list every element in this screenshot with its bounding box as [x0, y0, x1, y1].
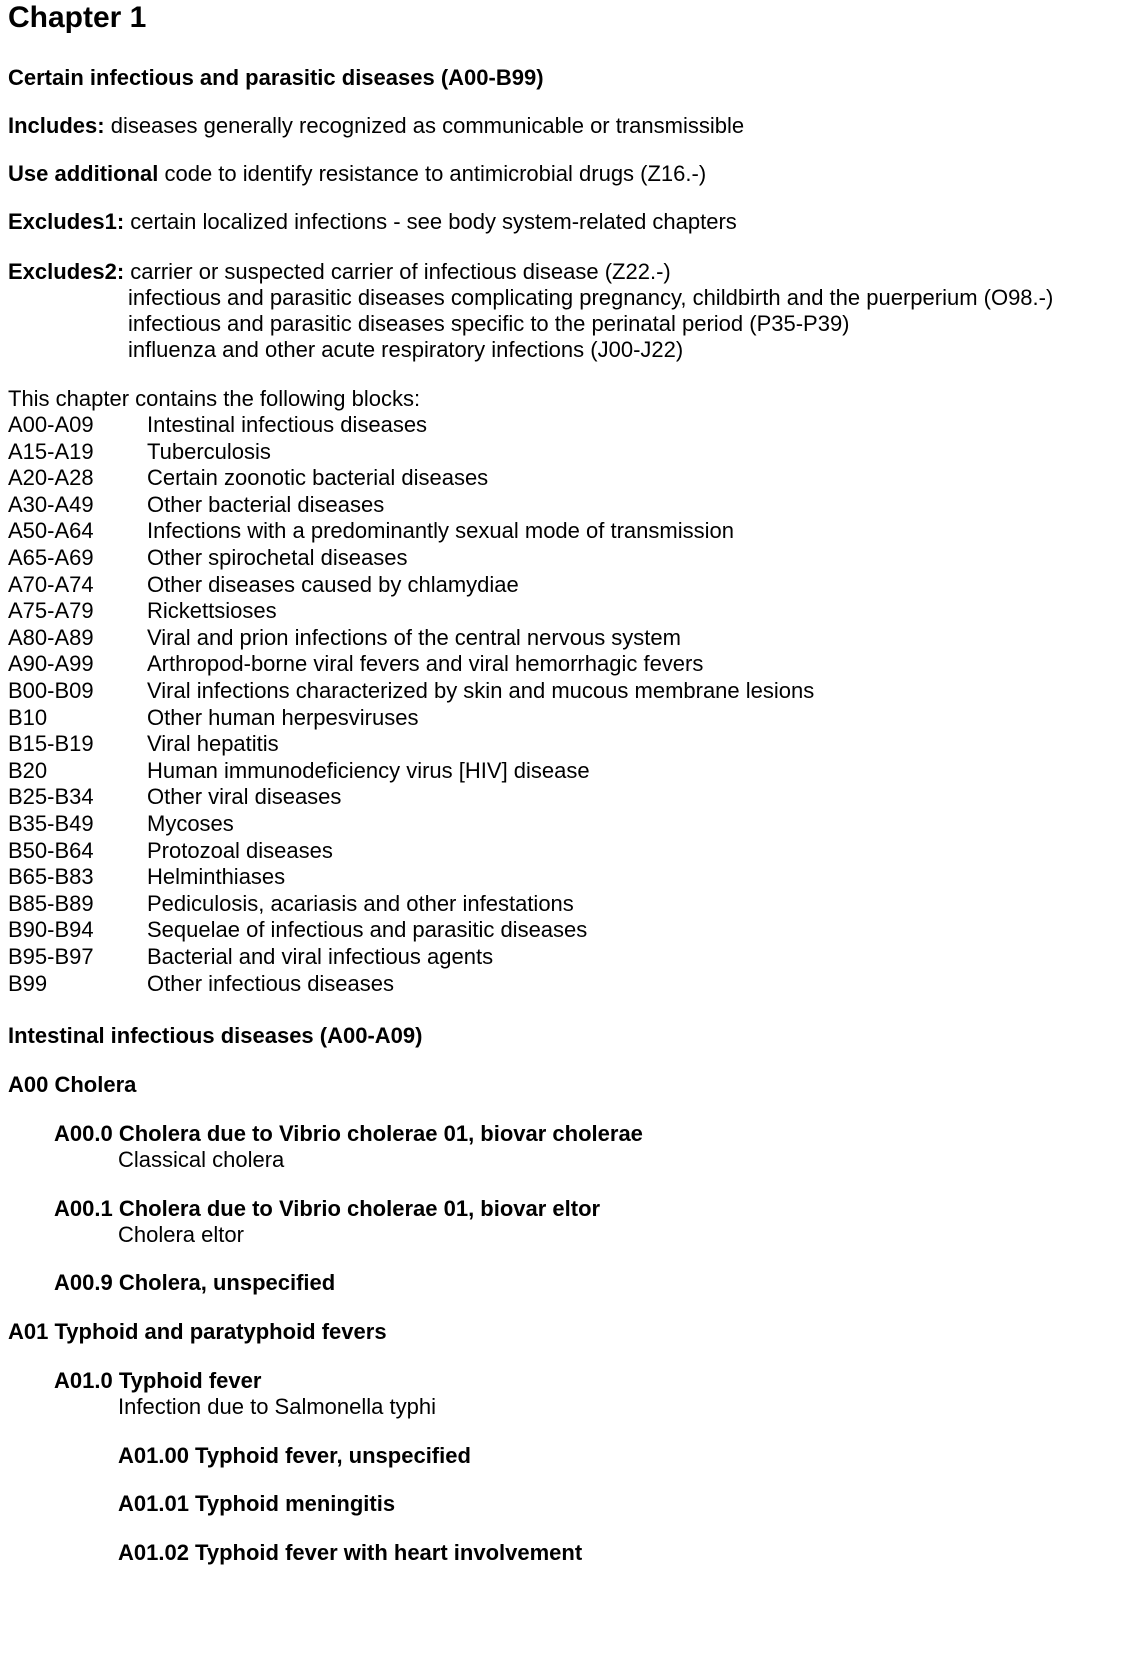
use-additional-text: code to identify resistance to antimicrobial drugs (Z16.-) [164, 161, 707, 186]
excludes2-item: infectious and parasitic diseases complicating pregnancy, childbirth and the puerperium (O98.-) [128, 285, 1054, 310]
excludes2-item: infectious and parasitic diseases specific to the perinatal period (P35-P39) [128, 311, 850, 336]
code-a01-heading: A01 Typhoid and paratyphoid fevers [8, 1319, 387, 1344]
block-title: Other infectious diseases [147, 971, 395, 996]
block-code: B65-B83 [8, 864, 94, 889]
block-title: Arthropod-borne viral fevers and viral hemorrhagic fevers [147, 651, 704, 676]
block-code: A70-A74 [8, 572, 94, 597]
block-title: Helminthiases [147, 864, 286, 889]
code-a01-00-heading: A01.00 Typhoid fever, unspecified [118, 1443, 471, 1468]
excludes2-label: Excludes2: [8, 259, 125, 284]
block-title: Other human herpesviruses [147, 705, 419, 730]
block-code: A50-A64 [8, 518, 94, 543]
excludes2-item: influenza and other acute respiratory infections (J00-J22) [128, 337, 684, 362]
excludes1-text: certain localized infections - see body system-related chapters [130, 209, 737, 234]
block-title: Viral and prion infections of the central nervous system [147, 625, 681, 650]
block-code: B85-B89 [8, 891, 94, 916]
code-a01-02-heading: A01.02 Typhoid fever with heart involvement [118, 1540, 583, 1565]
block-title: Other diseases caused by chlamydiae [147, 572, 519, 597]
block-code: B90-B94 [8, 917, 94, 942]
block-code: B15-B19 [8, 731, 94, 756]
block-title: Protozoal diseases [147, 838, 333, 863]
code-a01-01-heading: A01.01 Typhoid meningitis [118, 1491, 396, 1516]
block-title: Tuberculosis [147, 439, 271, 464]
section-heading: Intestinal infectious diseases (A00-A09) [8, 1023, 423, 1048]
code-a00-1-note: Cholera eltor [118, 1222, 244, 1247]
block-title: Other viral diseases [147, 784, 342, 809]
chapter-subtitle: Certain infectious and parasitic diseases (A00-B99) [8, 65, 544, 90]
block-title: Pediculosis, acariasis and other infestations [147, 891, 574, 916]
block-code: B10 [8, 705, 48, 730]
block-title: Rickettsioses [147, 598, 277, 623]
code-a00-1-heading: A00.1 Cholera due to Vibrio cholerae 01, biovar eltor [54, 1196, 601, 1221]
use-additional-label: Use additional [8, 161, 159, 186]
block-code: A15-A19 [8, 439, 94, 464]
block-title: Certain zoonotic bacterial diseases [147, 465, 489, 490]
block-code: B50-B64 [8, 838, 94, 863]
block-code: B95-B97 [8, 944, 94, 969]
excludes1-note [8, 208, 737, 236]
code-a01-0-note: Infection due to Salmonella typhi [118, 1394, 436, 1419]
excludes1-label: Excludes1: [8, 209, 125, 234]
includes-text: diseases generally recognized as communicable or transmissible [110, 113, 745, 138]
block-title: Other bacterial diseases [147, 492, 385, 517]
block-title: Viral infections characterized by skin and mucous membrane lesions [147, 678, 815, 703]
code-a00-9-heading: A00.9 Cholera, unspecified [54, 1270, 336, 1295]
block-code: A90-A99 [8, 651, 94, 676]
block-code: A30-A49 [8, 492, 94, 517]
code-a01-0-heading: A01.0 Typhoid fever [54, 1368, 262, 1393]
block-title: Viral hepatitis [147, 731, 279, 756]
block-title: Other spirochetal diseases [147, 545, 408, 570]
block-title: Mycoses [147, 811, 234, 836]
block-code: B25-B34 [8, 784, 94, 809]
block-code: B00-B09 [8, 678, 94, 703]
block-code: A20-A28 [8, 465, 94, 490]
code-a00-heading: A00 Cholera [8, 1072, 137, 1097]
block-title: Human immunodeficiency virus [HIV] disease [147, 758, 590, 783]
excludes2-note [8, 258, 671, 286]
block-code: A80-A89 [8, 625, 94, 650]
blocks-intro: This chapter contains the following blocks: [8, 386, 421, 411]
block-title: Bacterial and viral infectious agents [147, 944, 494, 969]
block-title: Sequelae of infectious and parasitic diseases [147, 917, 588, 942]
code-a00-0-note: Classical cholera [118, 1147, 285, 1172]
block-code: B20 [8, 758, 48, 783]
block-title: Intestinal infectious diseases [147, 412, 428, 437]
block-code: B35-B49 [8, 811, 94, 836]
block-title: Infections with a predominantly sexual mode of transmission [147, 518, 734, 543]
block-code: A75-A79 [8, 598, 94, 623]
includes-label: Includes: [8, 113, 105, 138]
code-a00-0-heading: A00.0 Cholera due to Vibrio cholerae 01, biovar cholerae [54, 1121, 643, 1146]
block-code: A65-A69 [8, 545, 94, 570]
excludes2-item: carrier or suspected carrier of infectious disease (Z22.-) [130, 259, 671, 284]
includes-note [8, 112, 744, 140]
chapter-title: Chapter 1 [8, 1, 147, 34]
block-code: B99 [8, 971, 48, 996]
block-code: A00-A09 [8, 412, 94, 437]
use-additional-note [8, 160, 706, 188]
